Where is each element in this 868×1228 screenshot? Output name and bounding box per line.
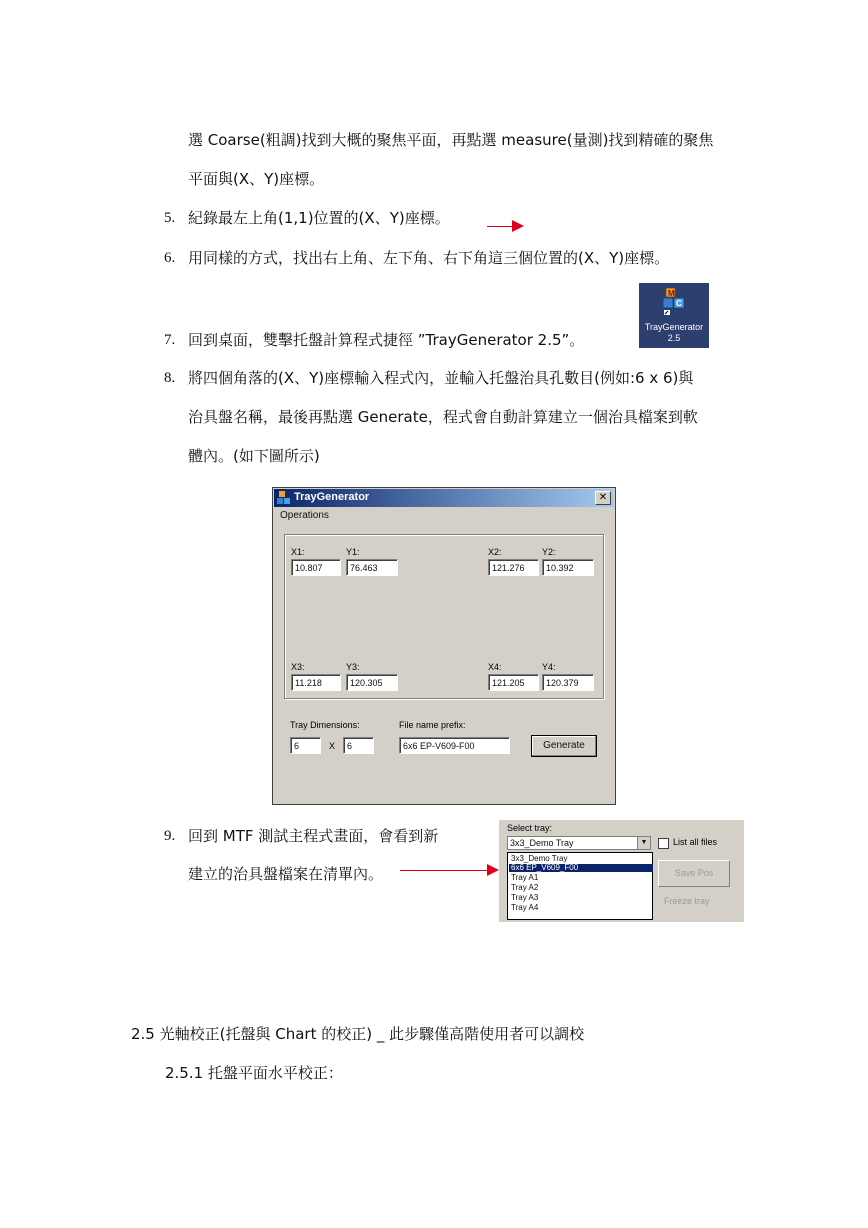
step6-number: 6. — [164, 250, 176, 266]
tray-cols-field[interactable]: 6 — [343, 737, 374, 754]
step6-text: 用同樣的方式，找出右上角、左下角、右下角這三個位置的(X、Y)座標。 — [188, 249, 670, 267]
step9-number: 9. — [164, 828, 176, 844]
tray-list[interactable] — [507, 852, 653, 920]
window-titlebar — [274, 489, 614, 507]
svg-text:M: M — [668, 289, 675, 298]
tray-list-item-selected[interactable]: 6x6 EP_V609_F00 — [509, 864, 653, 872]
x3-label: X3: — [291, 662, 305, 672]
step5-number: 5. — [164, 210, 176, 226]
svg-text:C: C — [676, 299, 682, 308]
menu-operations[interactable]: Operations — [280, 510, 329, 521]
list-all-files-label: List all files — [673, 837, 718, 847]
tray-list-item[interactable]: 3x3_Demo Tray — [511, 854, 568, 863]
step8-line3: 體內。(如下圖所示) — [188, 447, 320, 465]
x2-field[interactable]: 121.276 — [488, 559, 539, 576]
select-tray-selected: 3x3_Demo Tray — [510, 838, 574, 848]
step9-line2: 建立的治具盤檔案在清單內。 — [188, 865, 384, 883]
app-icon — [277, 491, 291, 505]
window-title: TrayGenerator — [294, 491, 370, 503]
step8-line2: 治具盤名稱，最後再點選 Generate，程式會自動計算建立一個治具檔案到軟 — [188, 408, 698, 426]
y3-field[interactable]: 120.305 — [346, 674, 398, 691]
x4-field[interactable]: 121.205 — [488, 674, 539, 691]
step8-number: 8. — [164, 370, 176, 386]
select-tray-label: Select tray: — [507, 823, 553, 833]
select-tray-dropdown[interactable] — [507, 836, 651, 850]
select-tray-panel — [499, 820, 744, 922]
x3-field[interactable]: 11.218 — [291, 674, 341, 691]
step4-line2: 平面與(X、Y)座標。 — [188, 170, 325, 188]
y4-label: Y4: — [542, 662, 556, 672]
step8-line1: 將四個角落的(X、Y)座標輸入程式內，並輸入托盤治具孔數目(例如:6 x 6)與 — [188, 369, 694, 387]
y3-label: Y3: — [346, 662, 360, 672]
tray-list-item[interactable]: Tray A1 — [511, 873, 539, 882]
dimension-separator: X — [329, 741, 336, 751]
shortcut-label-line2: 2.5 — [667, 333, 681, 343]
file-prefix-field[interactable]: 6x6 EP-V609-F00 — [399, 737, 510, 754]
y2-field[interactable]: 10.392 — [542, 559, 594, 576]
y1-label: Y1: — [346, 547, 360, 557]
tray-list-item[interactable]: Tray A3 — [511, 893, 539, 902]
tray-dimensions-label: Tray Dimensions: — [290, 720, 360, 730]
y4-field[interactable]: 120.379 — [542, 674, 594, 691]
shortcut-label-line1: TrayGenerator — [644, 322, 704, 332]
save-pos-button[interactable]: Save Pos — [658, 860, 730, 887]
step5-arrow-head — [512, 220, 524, 232]
tray-rows-field[interactable]: 6 — [290, 737, 321, 754]
tray-list-item[interactable]: Tray A2 — [511, 883, 539, 892]
traygenerator-shortcut-icon[interactable] — [639, 283, 709, 348]
y1-field[interactable]: 76.463 — [346, 559, 398, 576]
tray-list-item[interactable]: Tray A4 — [511, 903, 539, 912]
step5-arrow-line — [487, 226, 513, 227]
section-heading: 2.5 光軸校正(托盤與 Chart 的校正) _ 此步驟僅高階使用者可以調校 — [131, 1025, 585, 1043]
list-all-files-checkbox[interactable] — [658, 838, 669, 849]
step7-number: 7. — [164, 332, 176, 348]
x2-label: X2: — [488, 547, 502, 557]
step9-arrow-head — [487, 864, 499, 876]
step4-line1: 選 Coarse(粗調)找到大概的聚焦平面，再點選 measure(量測)找到精確的聚焦 — [188, 131, 714, 149]
coordinates-group — [284, 534, 604, 699]
step9-arrow-line — [400, 870, 488, 871]
x1-label: X1: — [291, 547, 305, 557]
close-icon[interactable]: ✕ — [595, 491, 611, 505]
subsection-heading: 2.5.1 托盤平面水平校正： — [165, 1064, 343, 1082]
traygenerator-app-icon — [663, 288, 685, 316]
traygenerator-window — [272, 487, 616, 805]
x1-field[interactable]: 10.807 — [291, 559, 341, 576]
file-prefix-label: File name prefix: — [399, 720, 466, 730]
step5-text: 紀錄最左上角(1,1)位置的(X、Y)座標。 — [188, 209, 450, 227]
step7-text: 回到桌面，雙擊托盤計算程式捷徑 ”TrayGenerator 2.5”。 — [188, 331, 585, 349]
step9-line1: 回到 MTF 測試主程式畫面，會看到新 — [188, 827, 439, 845]
freeze-tray-label: Freeze tray — [664, 896, 710, 906]
y2-label: Y2: — [542, 547, 556, 557]
x4-label: X4: — [488, 662, 502, 672]
generate-button[interactable]: Generate — [531, 735, 597, 757]
chevron-down-icon[interactable]: ▼ — [637, 837, 650, 849]
